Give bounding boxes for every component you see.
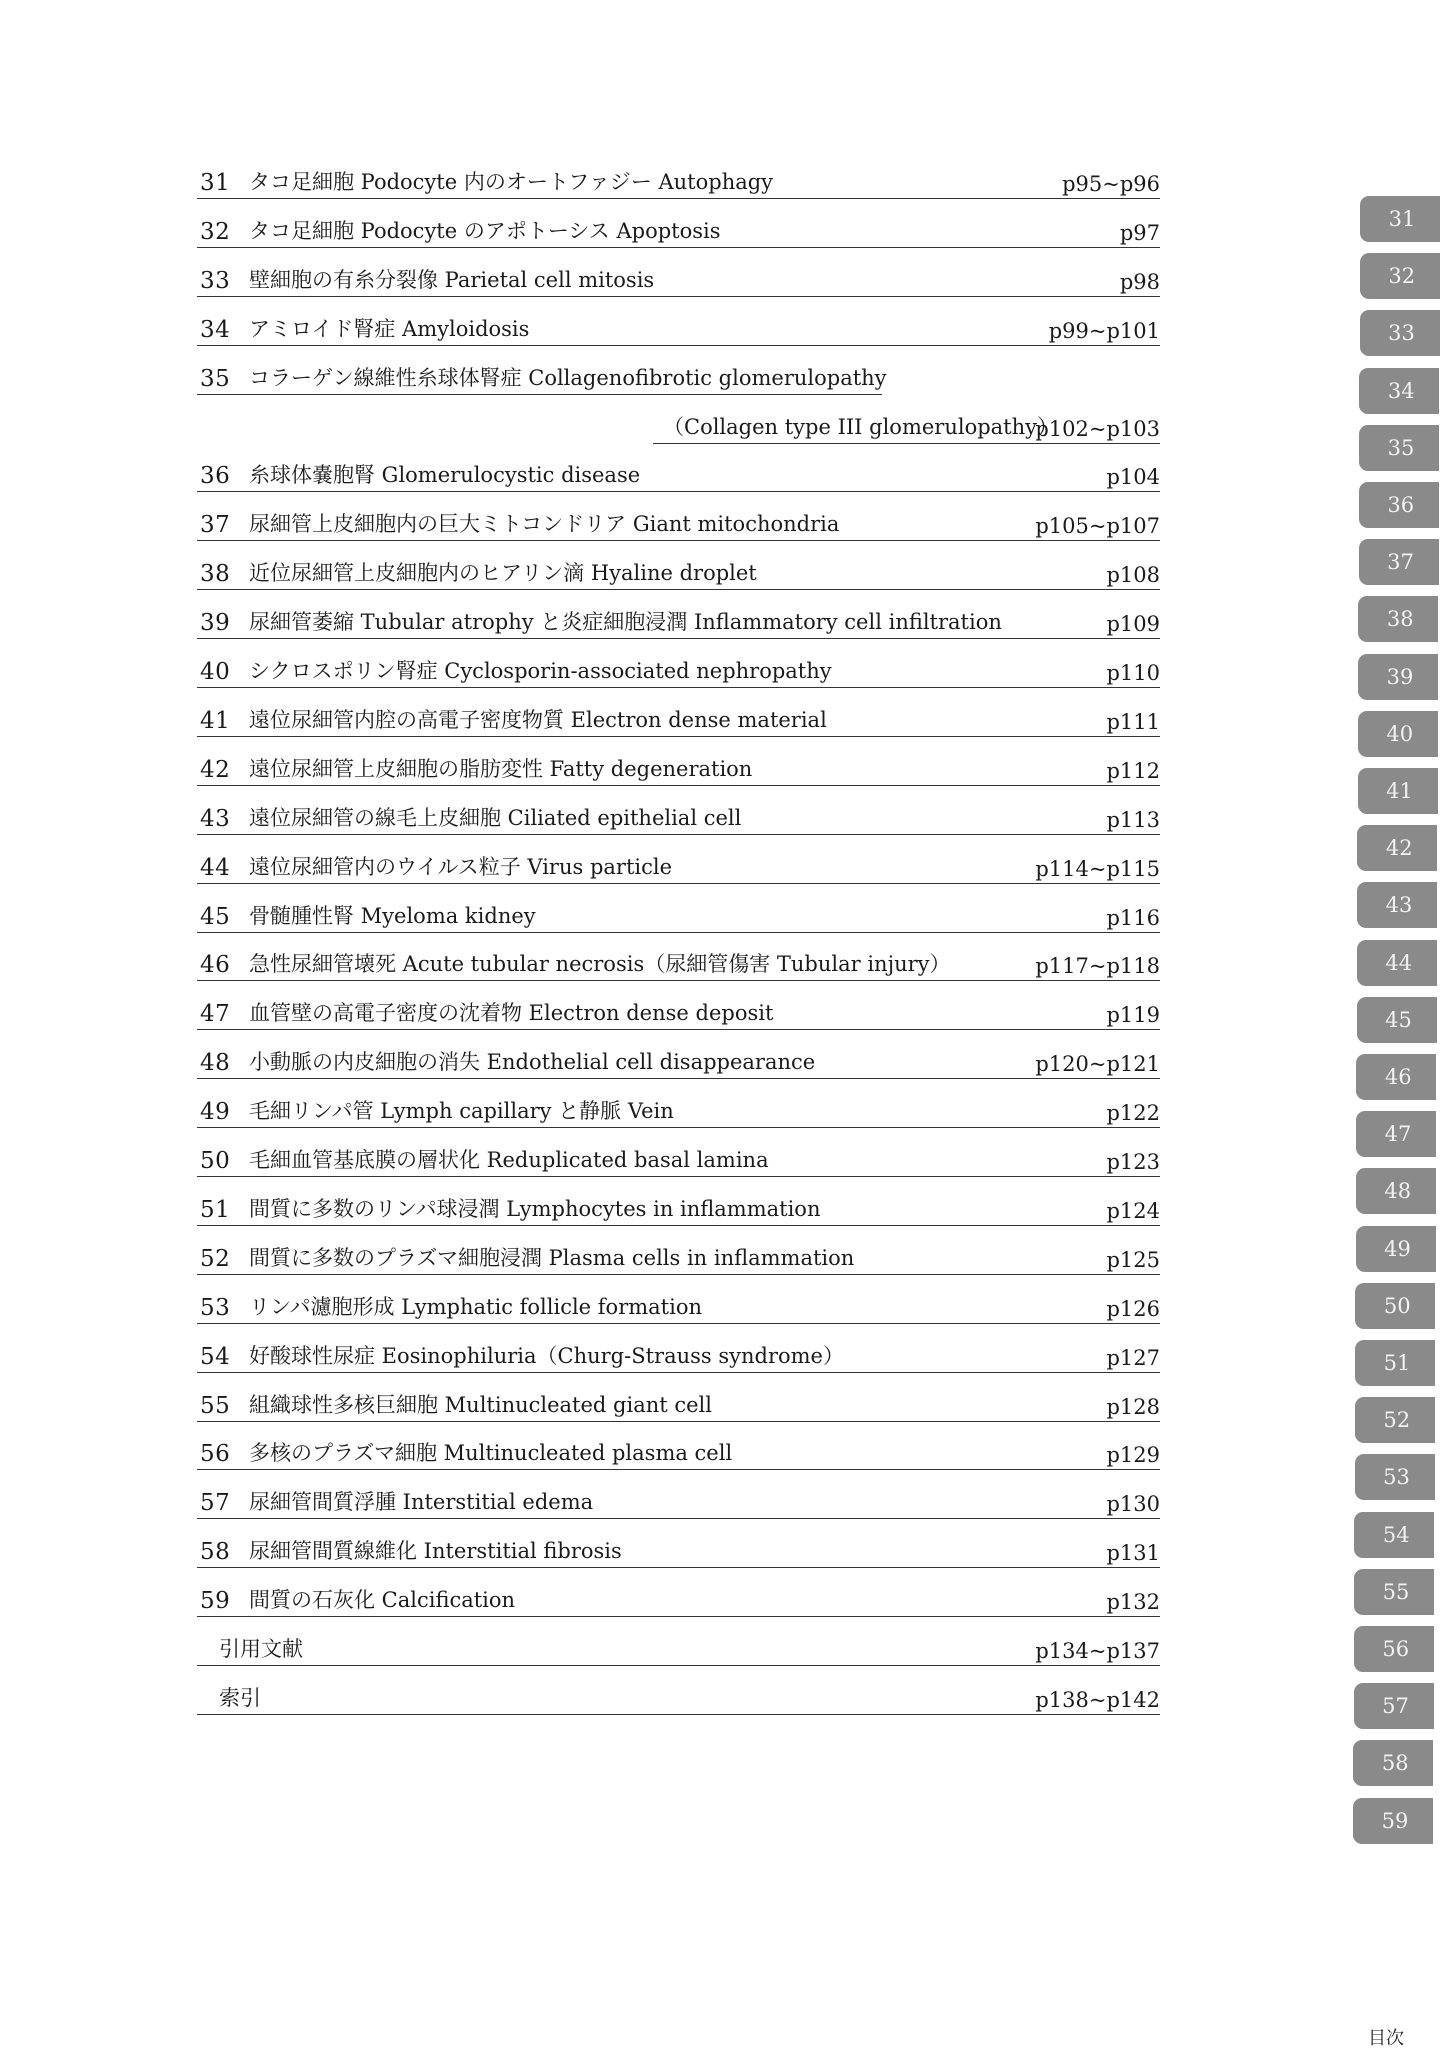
toc-entry-page: p138~p142 — [1035, 1687, 1160, 1712]
chapter-tab-40[interactable]: 40 — [1358, 711, 1438, 757]
toc-entry-page: p105~p107 — [1035, 514, 1160, 539]
toc-entry-title: 遠位尿細管の線毛上皮細胞 Ciliated epithelial cell — [249, 805, 742, 830]
toc-entry-page: p97 — [1119, 220, 1160, 245]
toc-entry-title: 骨髄腫性腎 Myeloma kidney — [249, 903, 536, 928]
toc-entry-number: 34 — [200, 316, 231, 343]
toc-entry-number: 39 — [200, 610, 231, 637]
toc-entry-number: 45 — [200, 903, 231, 930]
toc-entry-page: p129 — [1106, 1443, 1160, 1468]
toc-entry-number: 51 — [200, 1196, 231, 1223]
chapter-tab-55[interactable]: 55 — [1354, 1569, 1434, 1615]
toc-entry-title: リンパ濾胞形成 Lymphatic follicle formation — [249, 1294, 702, 1319]
chapter-tab-35[interactable]: 35 — [1359, 425, 1439, 471]
toc-entry-number: 54 — [200, 1343, 231, 1370]
toc-entry-number: 37 — [200, 512, 231, 539]
toc-entry-title: 遠位尿細管内のウイルス粒子 Virus particle — [249, 854, 673, 879]
toc-entry-number: 50 — [200, 1148, 231, 1174]
chapter-tab-34[interactable]: 34 — [1359, 368, 1439, 414]
toc-entry-title: 血管壁の高電子密度の沈着物 Electron dense deposit — [249, 1001, 774, 1026]
toc-entry-number: 36 — [200, 463, 231, 490]
chapter-tab-48[interactable]: 48 — [1356, 1168, 1436, 1214]
toc-entry-title: （Collagen type III glomerulopathy） — [663, 414, 1059, 439]
toc-entry-page: p98 — [1119, 269, 1160, 294]
toc-entry-title: 尿細管間質線維化 Interstitial fibrosis — [249, 1539, 622, 1564]
toc-entry-title: 索引 — [219, 1685, 261, 1710]
toc-entry-page: p108 — [1106, 563, 1160, 588]
toc-entry-page: p99~p101 — [1048, 318, 1160, 343]
chapter-tab-46[interactable]: 46 — [1356, 1054, 1436, 1100]
chapter-tab-43[interactable]: 43 — [1357, 882, 1437, 928]
toc-entry-title: 小動脈の内皮細胞の消失 Endothelial cell disappearance — [249, 1050, 816, 1075]
toc-entry-number: 41 — [200, 707, 231, 734]
toc-entry-number: 38 — [200, 561, 231, 588]
toc-entry-title: 間質に多数のリンパ球浸潤 Lymphocytes in inflammation — [249, 1196, 821, 1221]
chapter-tab-52[interactable]: 52 — [1355, 1397, 1435, 1443]
toc-entry-title: 遠位尿細管内腔の高電子密度物質 Electron dense material — [249, 707, 827, 732]
toc-entry-title: 尿細管萎縮 Tubular atrophy と炎症細胞浸潤 Inflammatory cell infiltration — [249, 610, 1002, 635]
toc-entry-title: 引用文献 — [219, 1637, 303, 1661]
toc-entry-title: タコ足細胞 Podocyte のアポトーシス Apoptosis — [249, 218, 721, 243]
chapter-tab-33[interactable]: 33 — [1360, 310, 1440, 356]
toc-entry-number: 40 — [200, 659, 231, 685]
chapter-tab-50[interactable]: 50 — [1355, 1283, 1435, 1329]
chapter-tab-36[interactable]: 36 — [1359, 482, 1439, 528]
chapter-tab-56[interactable]: 56 — [1354, 1626, 1434, 1672]
toc-entry-number: 33 — [200, 267, 231, 294]
chapter-tab-59[interactable]: 59 — [1353, 1798, 1433, 1844]
toc-entry-number: 53 — [200, 1294, 231, 1321]
toc-entry-title: 間質の石灰化 Calcification — [249, 1588, 516, 1613]
chapter-tab-41[interactable]: 41 — [1358, 768, 1438, 814]
chapter-tab-49[interactable]: 49 — [1356, 1226, 1436, 1272]
toc-entry-title: 好酸球性尿症 Eosinophiluria（Churg-Strauss syndrome） — [249, 1343, 844, 1368]
toc-entry-page: p122 — [1106, 1101, 1160, 1126]
toc-entry-number: 47 — [200, 1001, 231, 1028]
footer-label: 目次 — [1368, 2028, 1404, 2049]
toc-entry-number: 56 — [200, 1441, 231, 1468]
chapter-tab-54[interactable]: 54 — [1354, 1512, 1434, 1558]
toc-entry-page: p131 — [1106, 1541, 1160, 1566]
toc-entry-title: 糸球体嚢胞腎 Glomerulocystic disease — [249, 463, 641, 488]
toc-entry-page: p116 — [1106, 905, 1160, 930]
toc-entry-number: 46 — [200, 952, 231, 979]
chapter-tab-51[interactable]: 51 — [1355, 1340, 1435, 1386]
chapter-tab-32[interactable]: 32 — [1360, 253, 1440, 299]
toc-entry-page: p125 — [1106, 1247, 1160, 1272]
toc-entry-page: p112 — [1106, 758, 1160, 783]
chapter-tab-38[interactable]: 38 — [1358, 596, 1438, 642]
toc-entry-number: 58 — [200, 1539, 231, 1566]
toc-entry-title: 急性尿細管壊死 Acute tubular necrosis（尿細管傷害 Tubular injury） — [249, 952, 951, 977]
chapter-tab-44[interactable]: 44 — [1357, 940, 1437, 986]
toc-entry-page: p124 — [1106, 1198, 1160, 1223]
chapter-tab-37[interactable]: 37 — [1359, 539, 1439, 585]
toc-entry-title: 遠位尿細管上皮細胞の脂肪変性 Fatty degeneration — [249, 756, 753, 781]
toc-entry-page: p119 — [1106, 1003, 1160, 1028]
toc-entry-page: p110 — [1106, 661, 1160, 685]
toc-entry-page: p111 — [1106, 709, 1160, 734]
chapter-tab-39[interactable]: 39 — [1358, 654, 1438, 700]
toc-entry-title: 組織球性多核巨細胞 Multinucleated giant cell — [249, 1392, 712, 1417]
chapter-tab-47[interactable]: 47 — [1356, 1111, 1436, 1157]
toc-entry-page: p132 — [1106, 1590, 1160, 1615]
chapter-tab-42[interactable]: 42 — [1357, 825, 1437, 871]
toc-entry-number: 49 — [200, 1099, 231, 1126]
toc-entry-page: p134~p137 — [1035, 1639, 1160, 1663]
toc-entry-number: 42 — [200, 756, 231, 783]
toc-entry-title: 壁細胞の有糸分裂像 Parietal cell mitosis — [249, 267, 655, 292]
toc-entry-title: 尿細管間質浮腫 Interstitial edema — [249, 1490, 594, 1515]
toc-entry-number: 57 — [200, 1490, 231, 1517]
toc-entry-page: p126 — [1106, 1296, 1160, 1321]
chapter-tab-57[interactable]: 57 — [1354, 1683, 1434, 1729]
toc-entry-number: 43 — [200, 805, 231, 832]
toc-entry-title: 毛細血管基底膜の層状化 Reduplicated basal lamina — [249, 1148, 769, 1172]
toc-entry-number: 35 — [200, 365, 231, 392]
toc-entry-title: 近位尿細管上皮細胞内のヒアリン滴 Hyaline droplet — [249, 561, 757, 586]
toc-entry-page: p109 — [1106, 612, 1160, 637]
toc-entry-page: p113 — [1106, 807, 1160, 832]
toc-entry-number: 44 — [200, 854, 231, 881]
toc-entry-title: タコ足細胞 Podocyte 内のオートファジー Autophagy — [249, 170, 774, 194]
toc-entry-title: コラーゲン線維性糸球体腎症 Collagenofibrotic glomerulopathy — [249, 365, 887, 390]
toc-entry-number: 55 — [200, 1392, 231, 1419]
chapter-tab-31[interactable]: 31 — [1360, 196, 1440, 242]
toc-entry-number: 59 — [200, 1588, 231, 1615]
toc-entry-page: p123 — [1106, 1150, 1160, 1174]
toc-entry-page: p95~p96 — [1062, 172, 1160, 196]
toc-entry-page: p127 — [1106, 1345, 1160, 1370]
toc-entry-page: p102~p103 — [1035, 416, 1160, 441]
toc-entry-number: 52 — [200, 1245, 231, 1272]
toc-entry-title: アミロイド腎症 Amyloidosis — [249, 316, 530, 341]
chapter-tab-53[interactable]: 53 — [1355, 1454, 1435, 1500]
toc-entry-page: p117~p118 — [1035, 954, 1160, 979]
toc-entry-page: p120~p121 — [1035, 1052, 1160, 1077]
toc-entry-title: 多核のプラズマ細胞 Multinucleated plasma cell — [249, 1441, 733, 1466]
toc-entry-page: p114~p115 — [1035, 856, 1160, 881]
chapter-tab-58[interactable]: 58 — [1353, 1740, 1433, 1786]
toc-entry-number: 31 — [200, 170, 231, 196]
toc-entry-number: 48 — [200, 1050, 231, 1077]
chapter-tab-45[interactable]: 45 — [1357, 997, 1437, 1043]
toc-entry-title: 尿細管上皮細胞内の巨大ミトコンドリア Giant mitochondria — [249, 512, 840, 537]
toc-entry-title: 間質に多数のプラズマ細胞浸潤 Plasma cells in inflammation — [249, 1245, 855, 1270]
toc-entry-page: p104 — [1106, 465, 1160, 490]
toc-entry-title: 毛細リンパ管 Lymph capillary と静脈 Vein — [249, 1099, 674, 1124]
toc-entry-title: シクロスポリン腎症 Cyclosporin-associated nephropathy — [249, 659, 832, 683]
toc-entry-page: p128 — [1106, 1394, 1160, 1419]
toc-entry-number: 32 — [200, 218, 231, 245]
toc-entry-page: p130 — [1106, 1492, 1160, 1517]
